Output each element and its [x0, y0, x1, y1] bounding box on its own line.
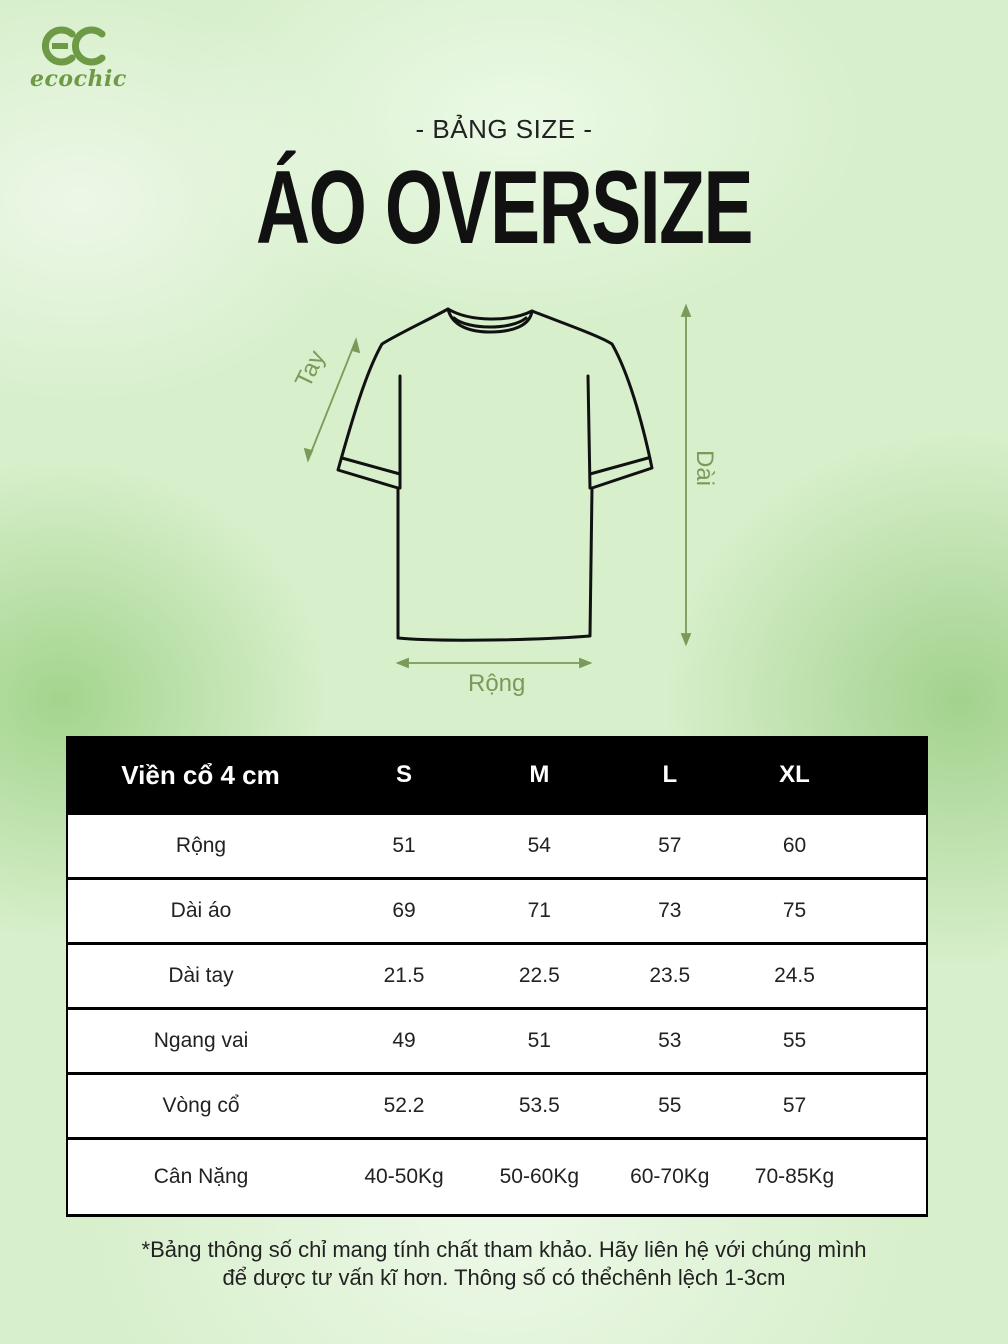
cell-spacer [854, 944, 927, 1009]
cell-value: 51 [334, 814, 474, 879]
cell-value: 21.5 [334, 944, 474, 1009]
cell-value: 22.5 [474, 944, 604, 1009]
cell-value: 71 [474, 879, 604, 944]
table-row [67, 879, 927, 944]
cell-value: 57 [735, 1074, 854, 1139]
disclaimer-line-2: để dược tư vấn kĩ hơn. Thông số có thểchênh lệch 1-3cm [222, 1265, 786, 1290]
table-row [67, 944, 927, 1009]
cell-spacer [854, 1139, 927, 1216]
cell-value: 23.5 [605, 944, 735, 1009]
sleeve-length-label: Tay [290, 346, 331, 392]
brand-logo [30, 26, 130, 96]
cell-value: 73 [605, 879, 735, 944]
cell-value: 52.2 [334, 1074, 474, 1139]
collar-header: Viền cổ 4 cm [67, 737, 334, 814]
cell-value: 75 [735, 879, 854, 944]
cell-value: 60 [735, 814, 854, 879]
width-label: Rộng [468, 670, 526, 697]
row-label: Vòng cổ [67, 1074, 334, 1139]
size-s-header: S [334, 737, 474, 814]
table-row [67, 1139, 927, 1216]
cell-spacer [854, 1074, 927, 1139]
row-label: Dài áo [67, 879, 334, 944]
cell-value: 57 [605, 814, 735, 879]
ecochic-logo-mark [42, 26, 106, 66]
cell-spacer [854, 1009, 927, 1074]
page-subtitle: - BẢNG SIZE - [415, 114, 593, 144]
cell-value: 24.5 [735, 944, 854, 1009]
cell-value: 55 [735, 1009, 854, 1074]
tshirt-outline [338, 309, 652, 640]
cell-value: 69 [334, 879, 474, 944]
cell-value: 49 [334, 1009, 474, 1074]
table-row [67, 814, 927, 879]
body-length-label: Dài [691, 450, 718, 487]
cell-value: 53 [605, 1009, 735, 1074]
size-table-header [67, 737, 927, 814]
size-l-header: L [605, 737, 735, 814]
cell-value: 54 [474, 814, 604, 879]
cell-spacer [854, 879, 927, 944]
header-spacer [854, 737, 927, 814]
table-row [67, 1009, 927, 1074]
disclaimer-note [60, 1236, 948, 1292]
row-label: Ngang vai [67, 1009, 334, 1074]
disclaimer-line-1: *Bảng thông số chỉ mang tính chất tham khảo. Hãy liên hệ với chúng mình [141, 1237, 867, 1262]
cell-value: 60-70Kg [605, 1139, 735, 1216]
row-label: Cân Nặng [67, 1139, 334, 1216]
table-row [67, 1074, 927, 1139]
cell-value: 70-85Kg [735, 1139, 854, 1216]
cell-value: 40-50Kg [334, 1139, 474, 1216]
cell-value: 53.5 [474, 1074, 604, 1139]
size-table [66, 736, 928, 1217]
brand-name: ecochic [30, 66, 127, 92]
page-title: ÁO OVERSIZE [256, 150, 752, 266]
size-m-header: M [474, 737, 604, 814]
row-label: Dài tay [67, 944, 334, 1009]
cell-spacer [854, 814, 927, 879]
cell-value: 50-60Kg [474, 1139, 604, 1216]
cell-value: 51 [474, 1009, 604, 1074]
size-xl-header: XL [735, 737, 854, 814]
tshirt-diagram [0, 290, 1008, 710]
cell-value: 55 [605, 1074, 735, 1139]
row-label: Rộng [67, 814, 334, 879]
